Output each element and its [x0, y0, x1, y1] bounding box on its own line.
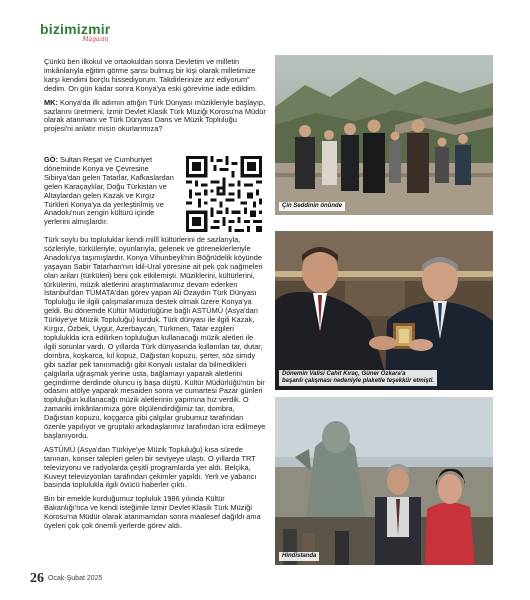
photo-caption: Çin Seddinin önünde	[279, 202, 345, 211]
qr-code-icon[interactable]	[186, 156, 262, 232]
photo-great-wall	[275, 55, 493, 215]
answer-text-top: Sultan Reşat ve Cumhuriyet döneminde Konya ve Çevresine Sibirya'dan gelen Tatarlar, Kafkaslardan gelen Karaçaylılar, Doğu Türkistan ve Altaylardan gelen Kazak ve Kırgız Türkleri Konya'ya da yerleştirilmiş ve Anadolu'nun zengin kültürü içinde yerlerini almışlardır.	[44, 155, 174, 227]
magazine-logo	[40, 22, 110, 43]
photo-india	[275, 397, 493, 565]
page-number: 26	[30, 571, 44, 586]
photo-caption-line: başarılı çalışması nedeniyle plaketle teşekkür etmişti.	[282, 378, 435, 384]
answer-text-rest: Türk soylu bu topluluklar kendi millî kültürlerini de sazlarıyla, sözleriyle, türküleriyle, oyunlarıyla, gelenek ve göreneklerleriyle Anadolu'ya taşımışlardır. Konya Vihunbeyli'nin Böğrüdelik köyünde yaşayan Sabir Tatarhan'nın İdil-Ural yöresine ait pek çok nağmeleri olan ariları (türküleri) beni çok etkilemişti. Müziklerini, kültürlerini, türkülerini, müzik aletlerini araştırmalarımız devam ederken İstanbul'dan TÜMATA'dan görev yapan Ali Özaydın Türk Dünyası Topluluğu ile ilgili çalışmalarımıza destek olmak üzere Konya'ya geldi. Bu dönemde Kültür Müdürlüğüne bağlı ASTÜMÜ (Asya'dan Türkiye'ye Müzik Topluluğu) kurduk. Türk dünyası ile ilgili Kazak, Kırgız, Özbek, Uygur, Azerbaycan, Türkmen, Tatar ezgileri topluluklda icra edilirken topluluğun kullanacağı müzik aletleri ile ilgili sorunlar vardı. O yıllarda Türk dünyasında kullanılan tar, dutar, dombra, koşkarca, kıl kopuz, Dağıstan kopuzu, şerter, söz simdy gibi sazlar pek tanınmadığı gibi Konyalı ustalar da bilmedikleri çalgılarla uğraşmak yerine usta, bağlamayı yaparak aletlerini geçindirme derdinde oluncu iş başa düştü. Kültür Müdürlüğü'nün bir odasını atölye yaparak mesaiden sonra ve cumartesi Pazar günleri topluluğun kullanacağı müzik aletlerinin yapımına hız verdik. O zamanki imkânlarımıza göre ölçülendirdiğimiz tar, dombra, Dağıstan kopuzu, koçgarca gibi çalgılar grubumuz tarafından özenle yapılıyor ve gruptaki arkadaşlarımız tarafından icra edilmeye başlanıyordu.	[44, 235, 266, 440]
photo-caption-line: Dönemin Valisi Cahit Kıraç, Güner Özkara'a	[282, 371, 406, 377]
paragraph-closing: Bin bir emekle kurduğumuz topluluk 1986 yılında Kültür Bakanlığı'nca ve kendi isteğimle İzmir Devlet Klasik Türk Müziği Korosu'na Müdür olarak atanmamdan sonra maalesef dağıldı ama üyeleri çok çok önemli yerlerde görev aldı.	[44, 494, 261, 531]
question-mk	[44, 99, 266, 135]
question-text: Konya'da ilk adımın attığın Türk Dünyası müzikleriyle başlayıp, sazlarını üretmeni, İzmir Devlet Klasik Türk Müziği Korosu'na Müdür olarak atanmanı ve Türk Dünyası Dans ve Müzik Topluluğu projesi'ni anlatır mısın okurlarımıza?	[44, 97, 266, 134]
photo-caption: Hindistanda	[279, 552, 319, 561]
photo-plaque-ceremony	[275, 231, 493, 390]
photo-caption	[279, 370, 437, 386]
answer-beside-qr	[44, 156, 180, 227]
photo-india-image	[275, 397, 493, 565]
question-label: MK:	[44, 97, 58, 107]
photo-great-wall-image	[275, 55, 493, 215]
article-top	[44, 58, 266, 134]
logo-subtitle: Magazin	[82, 36, 109, 43]
logo-wordmark: bizimizmir	[40, 21, 111, 37]
article-body	[44, 236, 266, 531]
paragraph-intro: Çünkü ben ilkokul ve ortaokuldan sonra Devletim ve milletin imkânlarıyla eğitim görme şansı bulmuş bir kişi olarak milletimize karşı kendimi borçlu hissediyorum. Takdirlerinize arz ediyorum” dedim. On gün kadar sonra Konya'ya eski görevime iade edildim.	[44, 57, 257, 93]
issue-date: Ocak-Şubat 2025	[47, 575, 103, 582]
photo-plaque-ceremony-image	[275, 231, 493, 390]
answer-label: GÖ:	[44, 155, 58, 164]
page-footer	[30, 571, 102, 587]
paragraph-astumu: ASTÜMÜ (Asya'dan Türkiye'ye Müzik Topluluğu) kısa sürede tanınan, konser talepleri gelen bir seviyeye ulaştı. O yıllarda TRT televizyonu ve radyolarda çeşitli programlarda yer aldı. Belçika, Kuveyt televizyonları tarafından çekimler yapıldı. Yerli ve yabancı basında toplulukla ilgili övücü haberler çıktı.	[44, 444, 257, 490]
